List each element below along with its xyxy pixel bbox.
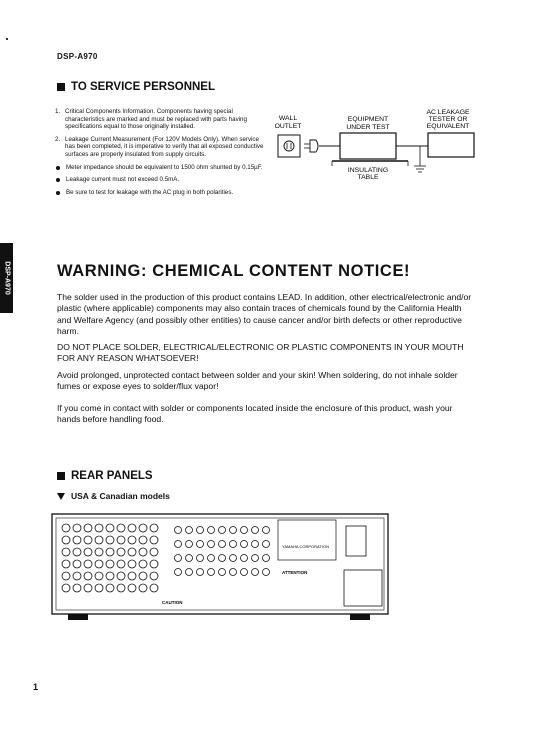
square-bullet-icon (57, 472, 65, 480)
leakage-test-diagram (268, 104, 483, 184)
list-item-text: Critical Components Information. Components having special characteristics are marked and must be replaced with parts having specifications equal to those originally installed. (65, 108, 247, 131)
tester-label-2: TESTER OR (428, 116, 468, 123)
side-tab (0, 243, 13, 313)
service-list (55, 108, 270, 201)
bullet-icon (56, 166, 60, 170)
scan-mark (6, 38, 8, 40)
bullet-icon (56, 178, 60, 182)
list-marker: 1. (55, 108, 61, 115)
rear-section-title (57, 470, 153, 482)
wall-outlet-label: WALL (278, 115, 298, 122)
triangle-down-icon (57, 493, 65, 500)
corporation-text: YAMAHA CORPORATION (282, 544, 329, 549)
square-bullet-icon (57, 83, 65, 91)
warning-paragraph-1: The solder used in the production of this product contains LEAD. In addition, other electrical/electronic and/or plastic (where applicable) components may also contain traces of chemicals found by the California Health and Welfare Agency (and possibly other entities) to cause cancer and/or birth defects or other reproductive harm. (57, 292, 472, 337)
rear-subtitle (57, 491, 170, 501)
list-marker: 2. (55, 135, 61, 143)
tester-label-3: EQUIVALENT (426, 123, 470, 130)
plug-icon (304, 140, 340, 152)
list-item-text: Leakage Current Measurement (For 120V Models Only). When service has been completed, it is imperative to verify that all exposed conductive surfaces are properly insulated from supply circuits. (65, 135, 264, 158)
tester-box (428, 133, 474, 157)
equipment-label: EQUIPMENT (347, 116, 389, 123)
wall-outlet-box (278, 135, 300, 157)
model-header: DSP-A970 (57, 52, 98, 61)
table-label: INSULATING (347, 167, 389, 174)
warning-paragraph-3: Avoid prolonged, unprotected contact between solder and your skin! When soldering, do not inhale solder fumes or expose eyes to solder/flux vapor! (57, 370, 458, 392)
table-label-2: TABLE (357, 174, 379, 181)
tester-label: AC LEAKAGE (426, 109, 470, 116)
list-item-text: Leakage current must not exceed 0.5mA. (66, 176, 180, 184)
equipment-label-2: UNDER TEST (346, 124, 390, 131)
rear-panel-illustration (50, 508, 390, 628)
page-number: 1 (33, 682, 39, 692)
foot-left (68, 614, 88, 620)
rear-title-text: REAR PANELS (71, 470, 153, 482)
ground-icon (414, 166, 426, 172)
bullet-icon (56, 191, 60, 195)
list-item (55, 136, 270, 159)
list-item (55, 164, 270, 172)
warning-title: WARNING: CHEMICAL CONTENT NOTICE! (57, 262, 411, 280)
outlet-socket-icon (284, 141, 294, 151)
rear-subtitle-text: USA & Canadian models (71, 491, 170, 501)
warning-paragraph-2: DO NOT PLACE SOLDER, ELECTRICAL/ELECTRONIC OR PLASTIC COMPONENTS IN YOUR MOUTH FOR ANY REASON WHATSOEVER! (57, 342, 464, 364)
list-item-text: Be sure to test for leakage with the AC plug in both polarities. (66, 188, 234, 196)
list-item (55, 108, 270, 131)
caution-text: CAUTION (162, 600, 183, 605)
side-tab-label: DSP-A970 (3, 261, 10, 295)
chassis-outline (52, 514, 388, 614)
foot-right (350, 614, 370, 620)
list-item-text: Meter impedance should be equivalent to 1500 ohm shunted by 0.15µF. (66, 163, 263, 171)
warning-paragraph-4: If you come in contact with solder or components located inside the enclosure of this product, wash your hands before handling food. (57, 403, 453, 425)
equipment-box (340, 133, 396, 159)
wall-outlet-label-2: OUTLET (274, 123, 302, 130)
service-section-title (57, 81, 215, 93)
list-item (55, 189, 270, 197)
list-item (55, 176, 270, 184)
service-title-text: TO SERVICE PERSONNEL (71, 81, 215, 93)
attention-text: ATTENTION (282, 570, 308, 575)
